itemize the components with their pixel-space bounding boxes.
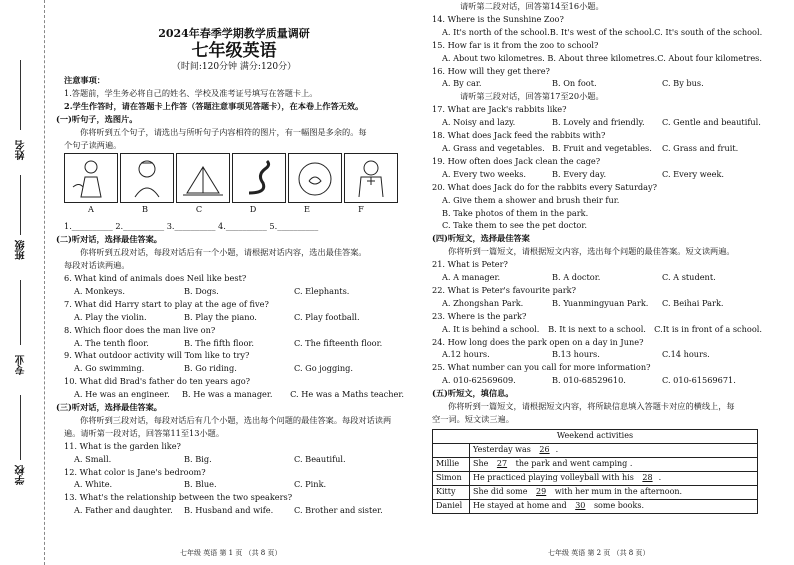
table-row <box>433 471 758 485</box>
option-c: C. About four kilometres. <box>657 52 762 63</box>
row-pre: He practiced playing volleyball with his <box>473 472 637 482</box>
class-line <box>20 175 21 235</box>
footer-right: 七年级 英语 第 2 页 （共 8 页） <box>548 549 650 557</box>
question: 22. What is Peter's favourite park? <box>432 284 576 295</box>
question: 19. How often does Jack clean the cage? <box>432 155 601 166</box>
part3-heading: (三)听对话，选择最佳答案。 <box>56 402 162 413</box>
table-row <box>433 499 758 513</box>
option-c: C. Gentle and beautiful. <box>662 117 761 128</box>
options <box>64 362 404 375</box>
question: 6. What kind of animals does Neil like best? <box>64 272 247 283</box>
picture-c <box>176 153 230 203</box>
school-label: 学校 <box>16 465 27 485</box>
option-a: A. A manager. <box>442 272 501 283</box>
option-a: A.12 hours. <box>442 349 490 360</box>
option-c: C. A student. <box>662 272 716 283</box>
option-a: A. By car. <box>442 78 482 89</box>
option: B. Take photos of them in the park. <box>442 207 589 218</box>
question: 17. What are Jack's rabbits like? <box>432 104 567 115</box>
row-name <box>433 443 470 457</box>
part2-heading: (二)听对话，选择最佳答案。 <box>56 234 162 245</box>
part5-instr: 你将听到一篇短文，请根据短文内容，将所缺信息填入答题卡对应的横线上，每 <box>448 401 735 412</box>
option-b: B. Lovely and friendly. <box>552 117 645 128</box>
option-b: B. About three kilometres. <box>547 52 658 63</box>
option-c: C. It's south of the school. <box>654 26 762 37</box>
picture-b <box>120 153 174 203</box>
option-a: A. It is behind a school. <box>442 323 540 334</box>
option-b: B. Go riding. <box>184 363 237 374</box>
options <box>432 168 762 181</box>
option-a: A. Zhongshan Park. <box>442 297 524 308</box>
exam-meta: （时间:120分钟 满分:120分） <box>171 62 297 72</box>
options <box>432 26 762 39</box>
options <box>432 271 762 284</box>
option-c: C. The fifteenth floor. <box>294 337 383 348</box>
options <box>432 297 762 310</box>
option-c: C. Every week. <box>662 168 725 179</box>
row-name: Millie <box>433 457 470 471</box>
row-name: Simon <box>433 471 470 485</box>
option-b: B. Big. <box>184 453 212 464</box>
option-c: C.It is in front of a school. <box>654 323 762 334</box>
option-a: A. Grass and vegetables. <box>442 142 545 153</box>
question: 14. Where is the Sunshine Zoo? <box>432 13 564 24</box>
person-icon <box>69 157 113 199</box>
option-c: C. Beautiful. <box>294 453 346 464</box>
part3-instr: 遍。请听第一段对话，回答第11至13小题。 <box>64 427 225 438</box>
option-b: B. Play the piano. <box>184 311 257 322</box>
options <box>432 77 762 90</box>
option-b: B. Yuanmingyuan Park. <box>552 297 649 308</box>
table-row <box>433 457 758 471</box>
man-icon <box>125 157 169 199</box>
notes-heading: 注意事项： <box>64 75 105 85</box>
option-b: B. A doctor. <box>552 272 601 283</box>
row-blank[interactable]: 27 <box>496 458 508 468</box>
binding-sidebar <box>0 0 50 565</box>
row-text <box>470 499 758 513</box>
notes-line: 1.答题前，学生务必将自己的姓名、学校及准考证号填写在答题卡上。 <box>64 87 318 98</box>
picture-label: E <box>304 204 310 215</box>
picture-label: D <box>249 204 257 215</box>
option-b: B. It is next to a school. <box>548 323 646 334</box>
row-post: . <box>555 444 559 454</box>
option-b: B. On foot. <box>552 78 597 89</box>
right-page <box>432 0 762 514</box>
option-a: A. Go swimming. <box>74 363 145 374</box>
doctor-icon <box>349 157 393 199</box>
option-b: B. The fifth floor. <box>184 337 254 348</box>
question: 18. What does Jack feed the rabbits with? <box>432 130 606 141</box>
row-blank[interactable]: 30 <box>575 500 586 510</box>
option: C. Take them to see the pet doctor. <box>442 220 587 231</box>
question: 13. What's the relationship between the two speakers? <box>64 492 293 503</box>
part4-heading: (四)听短文，选择最佳答案 <box>432 233 530 244</box>
option-a: A. The tenth floor. <box>74 337 149 348</box>
options <box>64 453 404 466</box>
option-a: A. He was an engineer. <box>74 389 170 400</box>
picture-e <box>288 153 342 203</box>
weekend-table <box>432 429 758 514</box>
options <box>64 478 404 491</box>
exam-subject: 七年级英语 <box>191 41 277 61</box>
option-a: A. Every two weeks. <box>442 168 527 179</box>
options <box>432 52 762 65</box>
option-b: B. Dogs. <box>184 285 219 296</box>
option-c: C. Play football. <box>294 311 360 322</box>
row-post: . <box>658 472 662 482</box>
options <box>432 348 762 361</box>
options <box>432 116 762 129</box>
part4-instr: 你将听到一篇短文，请根据短文内容，选出每个问题的最佳答案。短文读两遍。 <box>448 246 735 257</box>
option-a: A. Play the violin. <box>74 311 147 322</box>
options <box>64 504 404 517</box>
question: 12. What color is Jane's bedroom? <box>64 466 206 477</box>
row-text <box>470 471 758 485</box>
part5-instr: 空一词。短文读三遍。 <box>432 414 514 424</box>
option-b: B. It's west of the school. <box>549 26 655 37</box>
option-a: A. Small. <box>74 453 112 464</box>
question: 24. How long does the park open on a day in June? <box>432 336 644 347</box>
row-blank[interactable]: 29 <box>536 486 547 496</box>
row-text <box>470 443 758 457</box>
row-name: Daniel <box>433 499 470 513</box>
dialog2-intro: 请听第二段对话，回答第14至16小题。 <box>460 1 604 11</box>
question: 11. What is the garden like? <box>64 440 181 451</box>
answer-blanks: 1.__________ 2.__________ 3.__________ 4.__________ 5.__________ <box>64 221 319 232</box>
footer-left: 七年级 英语 第 1 页 （共 8 页） <box>180 549 282 557</box>
row-name: Kitty <box>433 485 470 499</box>
name-line <box>20 60 21 130</box>
snake-icon <box>237 157 281 199</box>
notes-line: 2.学生作答时，请在答题卡上作答（答题注意事项见答题卡），在本卷上作答无效。 <box>64 100 364 111</box>
row-blank[interactable]: 26 <box>539 444 550 454</box>
major-line <box>20 280 21 345</box>
part1-heading: (一)听句子，选图片。 <box>56 113 138 124</box>
question: 7. What did Harry start to play at the age of five? <box>64 298 269 309</box>
table-title: Weekend activities <box>433 429 758 443</box>
question: 16. How will they get there? <box>432 65 550 76</box>
picture-a <box>64 153 118 203</box>
part2-instr: 每段对话读两遍。 <box>64 260 130 271</box>
option-b: B. Blue. <box>184 479 217 490</box>
major-label: 专业 <box>16 355 27 375</box>
part3-instr: 你将听到三段对话，每段对话后有几个小题，选出每个问题的最佳答案。每段对话读两 <box>80 414 392 425</box>
row-text <box>470 457 758 471</box>
row-text <box>470 485 758 499</box>
question: 8. Which floor does the man live on? <box>64 324 216 335</box>
tent-icon <box>181 157 225 199</box>
row-pre: She <box>473 458 491 468</box>
option-c: C. Go jogging. <box>294 363 353 374</box>
picture-strip <box>64 153 404 203</box>
option-c: C. 010-61569671. <box>662 375 736 386</box>
question: 25. What number can you call for more information? <box>432 362 651 373</box>
options <box>432 323 762 336</box>
options <box>432 374 762 387</box>
picture-label: C <box>195 204 203 215</box>
picture-label: F <box>358 204 364 215</box>
option-c: C. Grass and fruit. <box>662 142 739 153</box>
dialog3-intro: 请听第三段对话，回答第17至20小题。 <box>460 91 604 102</box>
options <box>64 337 404 350</box>
option-c: C. Elephants. <box>294 285 350 296</box>
picture-labels <box>64 203 404 216</box>
row-post: with her mum in the afternoon. <box>552 486 683 496</box>
question: 23. Where is the park? <box>432 310 527 321</box>
option-c: C.14 hours. <box>662 349 710 360</box>
question: 15. How far is it from the zoo to school? <box>432 39 599 50</box>
table-row <box>433 443 758 457</box>
part1-instr: 个句子读两遍。 <box>64 139 122 150</box>
option-c: C. Beihai Park. <box>662 297 724 308</box>
left-page <box>56 0 404 517</box>
row-pre: Yesterday was <box>473 444 534 454</box>
option-a: A. 010-62569609. <box>442 375 516 386</box>
question: 21. What is Peter? <box>432 259 508 270</box>
option-b: B.13 hours. <box>552 349 600 360</box>
option-c: C. He was a Maths teacher. <box>290 389 404 400</box>
row-post: the park and went camping . <box>513 458 633 468</box>
part2-instr: 你将听到五段对话，每段对话后有一个小题，请根据对话内容，选出最佳答案。 <box>80 247 367 258</box>
table-row <box>433 485 758 499</box>
option-c: C. By bus. <box>662 78 704 89</box>
picture-label: B <box>141 204 149 215</box>
option-b: B. Fruit and vegetables. <box>552 142 652 153</box>
name-label: 姓名 <box>16 140 27 160</box>
option-c: C. Pink. <box>294 479 327 490</box>
options <box>432 142 762 155</box>
option-a: A. Noisy and lazy. <box>442 117 516 128</box>
part5-heading: (五)听短文，填信息。 <box>432 388 514 399</box>
option-a: A. About two kilometres. <box>442 52 545 63</box>
cut-line <box>44 0 45 565</box>
option-b: B. He was a manager. <box>182 389 273 400</box>
question: 10. What did Brad's father do ten years ago? <box>64 376 251 387</box>
option-c: C. Brother and sister. <box>294 505 383 516</box>
question: 20. What does Jack do for the rabbits every Saturday? <box>432 181 658 192</box>
picture-d <box>232 153 286 203</box>
row-pre: She did some <box>473 486 531 496</box>
options <box>64 311 404 324</box>
row-blank[interactable]: 28 <box>642 472 653 482</box>
option-b: B. Every day. <box>552 168 607 179</box>
fish-bowl-icon <box>293 157 337 199</box>
row-post: some books. <box>591 500 644 510</box>
question: 9. What outdoor activity will Tom like to try? <box>64 350 250 361</box>
option: A. Give them a shower and brush their fur. <box>442 194 620 205</box>
options <box>64 388 404 401</box>
school-line <box>20 395 21 460</box>
option-a: A. Monkeys. <box>74 285 125 296</box>
picture-f <box>344 153 398 203</box>
option-a: A. White. <box>74 479 113 490</box>
class-label: 班级 <box>16 240 27 260</box>
part1-instr: 你将听到五个句子，请选出与所听句子内容相符的图片，有一幅图是多余的。每 <box>80 126 367 137</box>
exam-title: 2024年春季学期教学质量调研 <box>158 27 310 40</box>
picture-label: A <box>88 204 94 215</box>
option-a: A. It's north of the school. <box>442 26 550 37</box>
option-b: B. Husband and wife. <box>184 505 274 516</box>
option-a: A. Father and daughter. <box>74 505 173 516</box>
row-pre: He stayed at home and <box>473 500 570 510</box>
options <box>64 285 404 298</box>
option-b: B. 010-68529610. <box>552 375 626 386</box>
